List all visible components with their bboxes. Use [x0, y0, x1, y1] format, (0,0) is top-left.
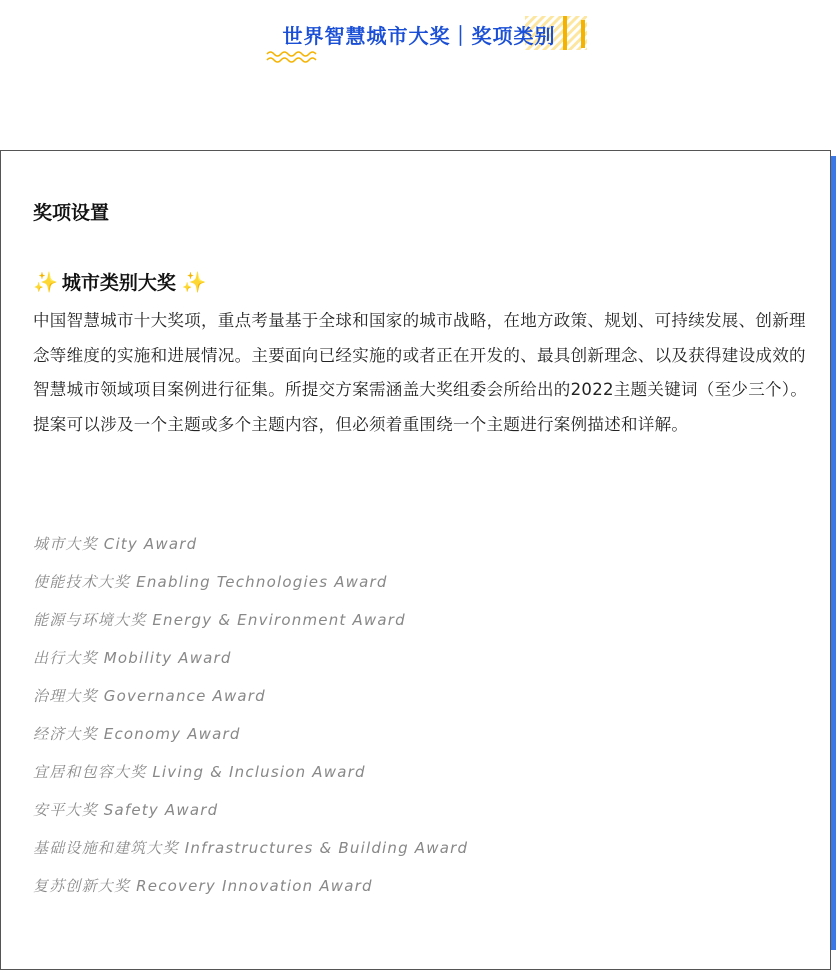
award-item: 经济大奖 Economy Award	[33, 725, 241, 743]
award-item: 安平大奖 Safety Award	[33, 801, 219, 819]
category-heading	[33, 268, 207, 295]
category-title: 城市类别大奖	[61, 272, 176, 294]
page-title: 世界智慧城市大奖｜奖项类别	[282, 24, 556, 48]
award-item: 基础设施和建筑大奖 Infrastructures & Building Award	[33, 839, 469, 857]
award-list	[33, 531, 468, 911]
page-header	[0, 0, 838, 80]
award-item: 能源与环境大奖 Energy & Environment Award	[33, 611, 406, 629]
wave-decoration-icon	[266, 50, 318, 64]
award-settings-card	[0, 150, 831, 970]
card-accent-edge	[831, 156, 836, 950]
category-description: 中国智慧城市十大奖项，重点考量基于全球和国家的城市战略，在地方政策、规划、可持续发展、创新理念等维度的实施和进展情况。主要面向已经实施的或者正在开发的、最具创新理念、以及获得建设成效的智慧城市领域项目案例进行征集。所提交方案需涵盖大奖组委会所给出的2022主题关键词（至少三个）。提案可以涉及一个主题或多个主题内容，但必须着重围绕一个主题进行案例描述和详解。	[33, 311, 808, 434]
sparkles-icon: ✨	[33, 269, 58, 294]
sparkles-icon: ✨	[181, 269, 207, 294]
section-title: 奖项设置	[33, 202, 110, 224]
award-item: 复苏创新大奖 Recovery Innovation Award	[33, 877, 373, 895]
award-item: 城市大奖 City Award	[33, 535, 198, 553]
award-item: 治理大奖 Governance Award	[33, 687, 266, 705]
award-item: 使能技术大奖 Enabling Technologies Award	[33, 573, 388, 591]
award-item: 宜居和包容大奖 Living & Inclusion Award	[33, 763, 366, 781]
award-item: 出行大奖 Mobility Award	[33, 649, 232, 667]
